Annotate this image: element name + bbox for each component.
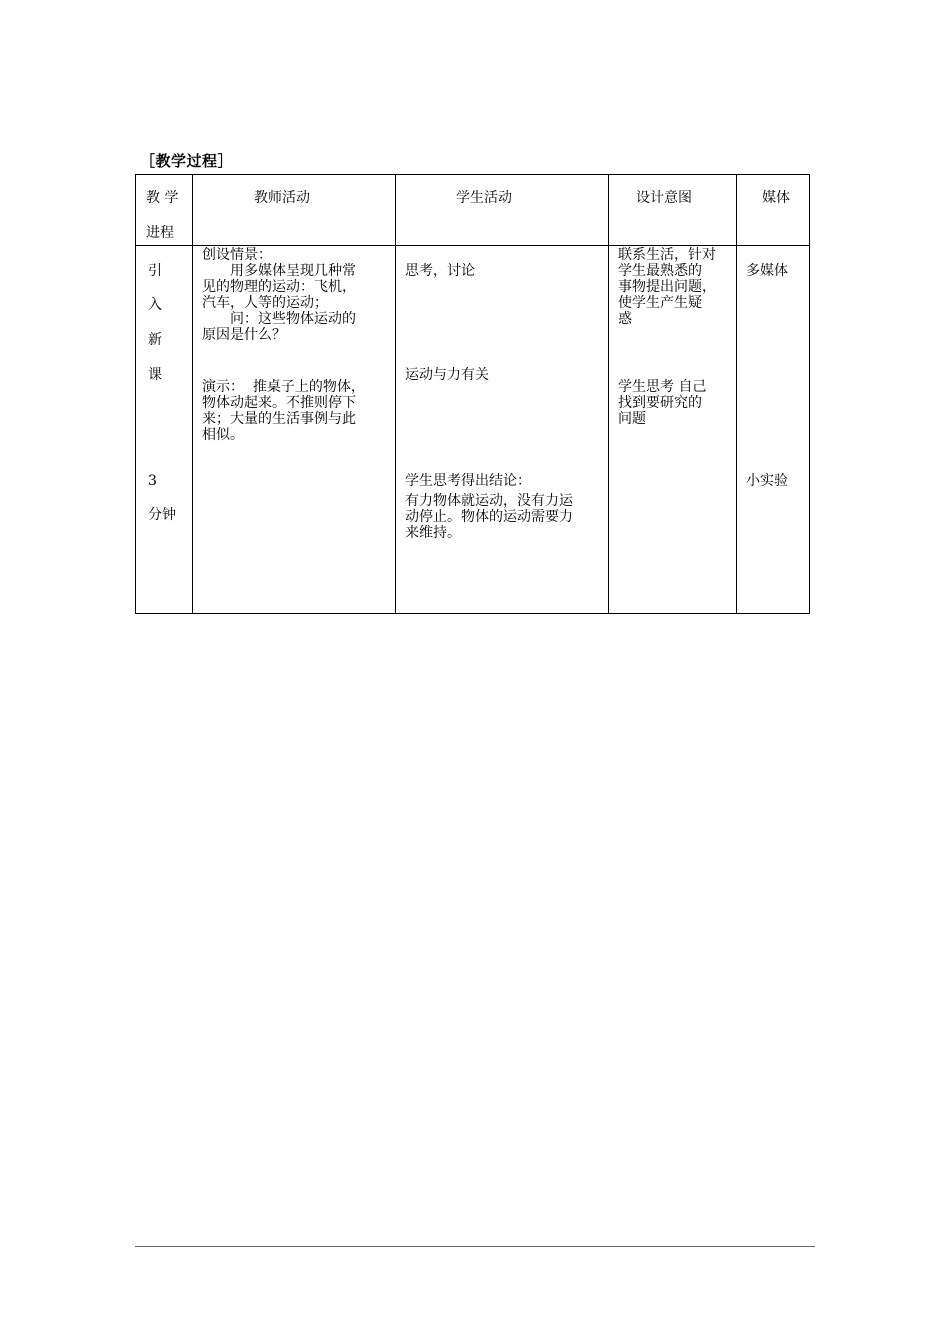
design-line: 学生最熟悉的 xyxy=(618,263,702,279)
design-line: 使学生产生疑 xyxy=(618,295,702,311)
teacher-line: 物体动起来。不推则停下 xyxy=(202,395,356,411)
column-divider xyxy=(608,175,609,613)
design-line: 联系生活，针对 xyxy=(618,247,716,263)
header-stage-line1: 教 学 xyxy=(146,190,179,206)
stage-char: 课 xyxy=(148,367,162,383)
column-divider xyxy=(736,175,737,613)
header-teacher-activity: 教师活动 xyxy=(254,190,310,206)
column-divider xyxy=(192,175,193,613)
teaching-process-table xyxy=(135,174,810,614)
design-line: 学生思考 自己 xyxy=(618,379,707,395)
column-divider xyxy=(395,175,396,613)
header-row-divider xyxy=(136,245,809,246)
teacher-line: 见的物理的运动：飞机， xyxy=(202,279,356,295)
design-line: 问题 xyxy=(618,411,646,427)
header-media: 媒体 xyxy=(762,190,790,206)
design-line: 事物提出问题， xyxy=(618,279,716,295)
teacher-line: 汽车，人等的运动； xyxy=(202,295,328,311)
design-line: 找到要研究的 xyxy=(618,395,702,411)
media-text: 多媒体 xyxy=(746,263,788,279)
student-conclusion-line: 来维持。 xyxy=(405,525,461,541)
teacher-line: 用多媒体呈现几种常 xyxy=(202,263,356,279)
header-stage-line2: 进程 xyxy=(146,225,174,241)
media-text: 小实验 xyxy=(746,473,788,489)
stage-time-unit: 分钟 xyxy=(148,507,176,523)
design-line: 惑 xyxy=(618,311,632,327)
teacher-line: 问：这些物体运动的 xyxy=(202,311,356,327)
header-student-activity: 学生活动 xyxy=(456,190,512,206)
teacher-line: 原因是什么？ xyxy=(202,327,286,343)
stage-char: 入 xyxy=(148,297,162,313)
student-activity-text: 运动与力有关 xyxy=(405,367,489,383)
header-design-intent: 设计意图 xyxy=(636,190,692,206)
stage-char: 引 xyxy=(148,263,162,279)
student-activity-text: 思考，讨论 xyxy=(405,263,475,279)
student-conclusion-line: 动停止。物体的运动需要力 xyxy=(405,509,573,525)
teacher-line: 相似。 xyxy=(202,427,244,443)
teacher-line: 演示： 推桌子上的物体， xyxy=(202,379,365,395)
footer-divider xyxy=(135,1246,815,1247)
stage-time-number: 3 xyxy=(148,473,157,489)
teacher-line: 创设情景： xyxy=(202,247,272,263)
teacher-line: 来；大量的生活事例与此 xyxy=(202,411,356,427)
student-conclusion-title: 学生思考得出结论： xyxy=(405,473,531,489)
stage-char: 新 xyxy=(148,332,162,348)
student-conclusion-line: 有力物体就运动，没有力运 xyxy=(405,493,573,509)
section-heading: ［教学过程］ xyxy=(140,152,234,170)
